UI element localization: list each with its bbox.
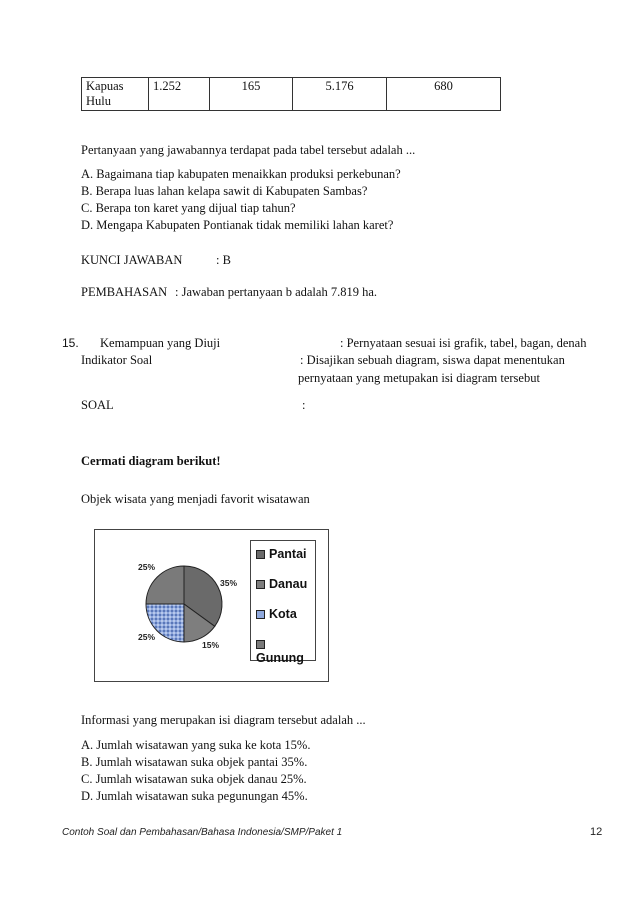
q14-key-value: : B [216,253,231,267]
legend-item-kota [256,607,297,621]
q15-soal-label: SOAL [81,398,114,412]
q14-option-b: B. Berapa luas lahan kelapa sawit di Kabupaten Sambas? [81,184,368,198]
q14-option-c: C. Berapa ton karet yang dijual tiap tahun? [81,201,296,215]
q14-discussion-label: PEMBAHASAN [81,285,168,299]
chart-legend [250,540,316,665]
q15-indicator-line1: : Disajikan sebuah diagram, siswa dapat menentukan [300,353,565,367]
q14-discussion-value: : Jawaban pertanyaan b adalah 7.819 ha. [175,285,378,299]
pie-label-danau: 15% [202,640,220,650]
legend-label: Kota [269,607,297,621]
data-table [81,77,501,111]
legend-swatch [256,580,265,589]
q15-ability-value: : Pernyataan sesuai isi grafik, tabel, bagan, denah [340,336,587,350]
q15-option-b: B. Jumlah wisatawan suka objek pantai 35%. [81,755,308,769]
q14-question: Pertanyaan yang jawabannya terdapat pada tabel tersebut adalah ... [81,143,416,157]
table-row [82,78,501,111]
legend-label: Danau [269,577,308,591]
q15-ability-label: Kemampuan yang Diuji [100,336,221,350]
footer-text: Contoh Soal dan Pembahasan/Bahasa Indonesia/SMP/Paket 1 [62,827,343,838]
q15-option-d: D. Jumlah wisatawan suka pegunungan 45%. [81,789,308,803]
q14-key-label: KUNCI JAWABAN [81,253,183,267]
q15-soal-value: : [302,398,306,412]
legend-item-pantai [256,547,307,561]
table-cell: 5.176 [293,78,387,111]
table-cell: 165 [210,78,293,111]
table-cell: 680 [387,78,501,111]
legend-swatch [256,640,265,649]
pie-label-gunung: 25% [138,562,156,572]
cell-text: Kapuas [86,79,124,93]
q15-indicator-label: Indikator Soal [81,353,153,367]
q15-indicator-line2: pernyataan yang metupakan isi diagram tersebut [298,371,540,385]
page-number: 12 [590,826,603,838]
q15-option-a: A. Jumlah wisatawan yang suka ke kota 15%. [81,738,311,752]
q15-number: 15. [62,336,79,350]
legend-label: Gunung [256,651,304,665]
q15-option-c: C. Jumlah wisatawan suka objek danau 25%. [81,772,307,786]
q15-question: Informasi yang merupakan isi diagram tersebut adalah ... [81,713,366,727]
table-cell [82,78,149,111]
cell-text-line2: Hulu [86,94,111,108]
legend-item-danau [256,577,307,591]
q14-option-a: A. Bagaimana tiap kabupaten menaikkan produksi perkebunan? [81,167,401,181]
legend-item-gunung [256,637,315,665]
q15-instruction: Cermati diagram berikut! [81,454,221,468]
pie-label-pantai: 35% [220,578,238,588]
table-cell: 1.252 [149,78,210,111]
pie-label-kota: 25% [138,632,156,642]
q14-option-d: D. Mengapa Kabupaten Pontianak tidak memiliki lahan karet? [81,218,394,232]
q15-chart-caption: Objek wisata yang menjadi favorit wisatawan [81,492,310,506]
legend-label: Pantai [269,547,307,561]
legend-swatch [256,550,265,559]
legend-swatch [256,610,265,619]
